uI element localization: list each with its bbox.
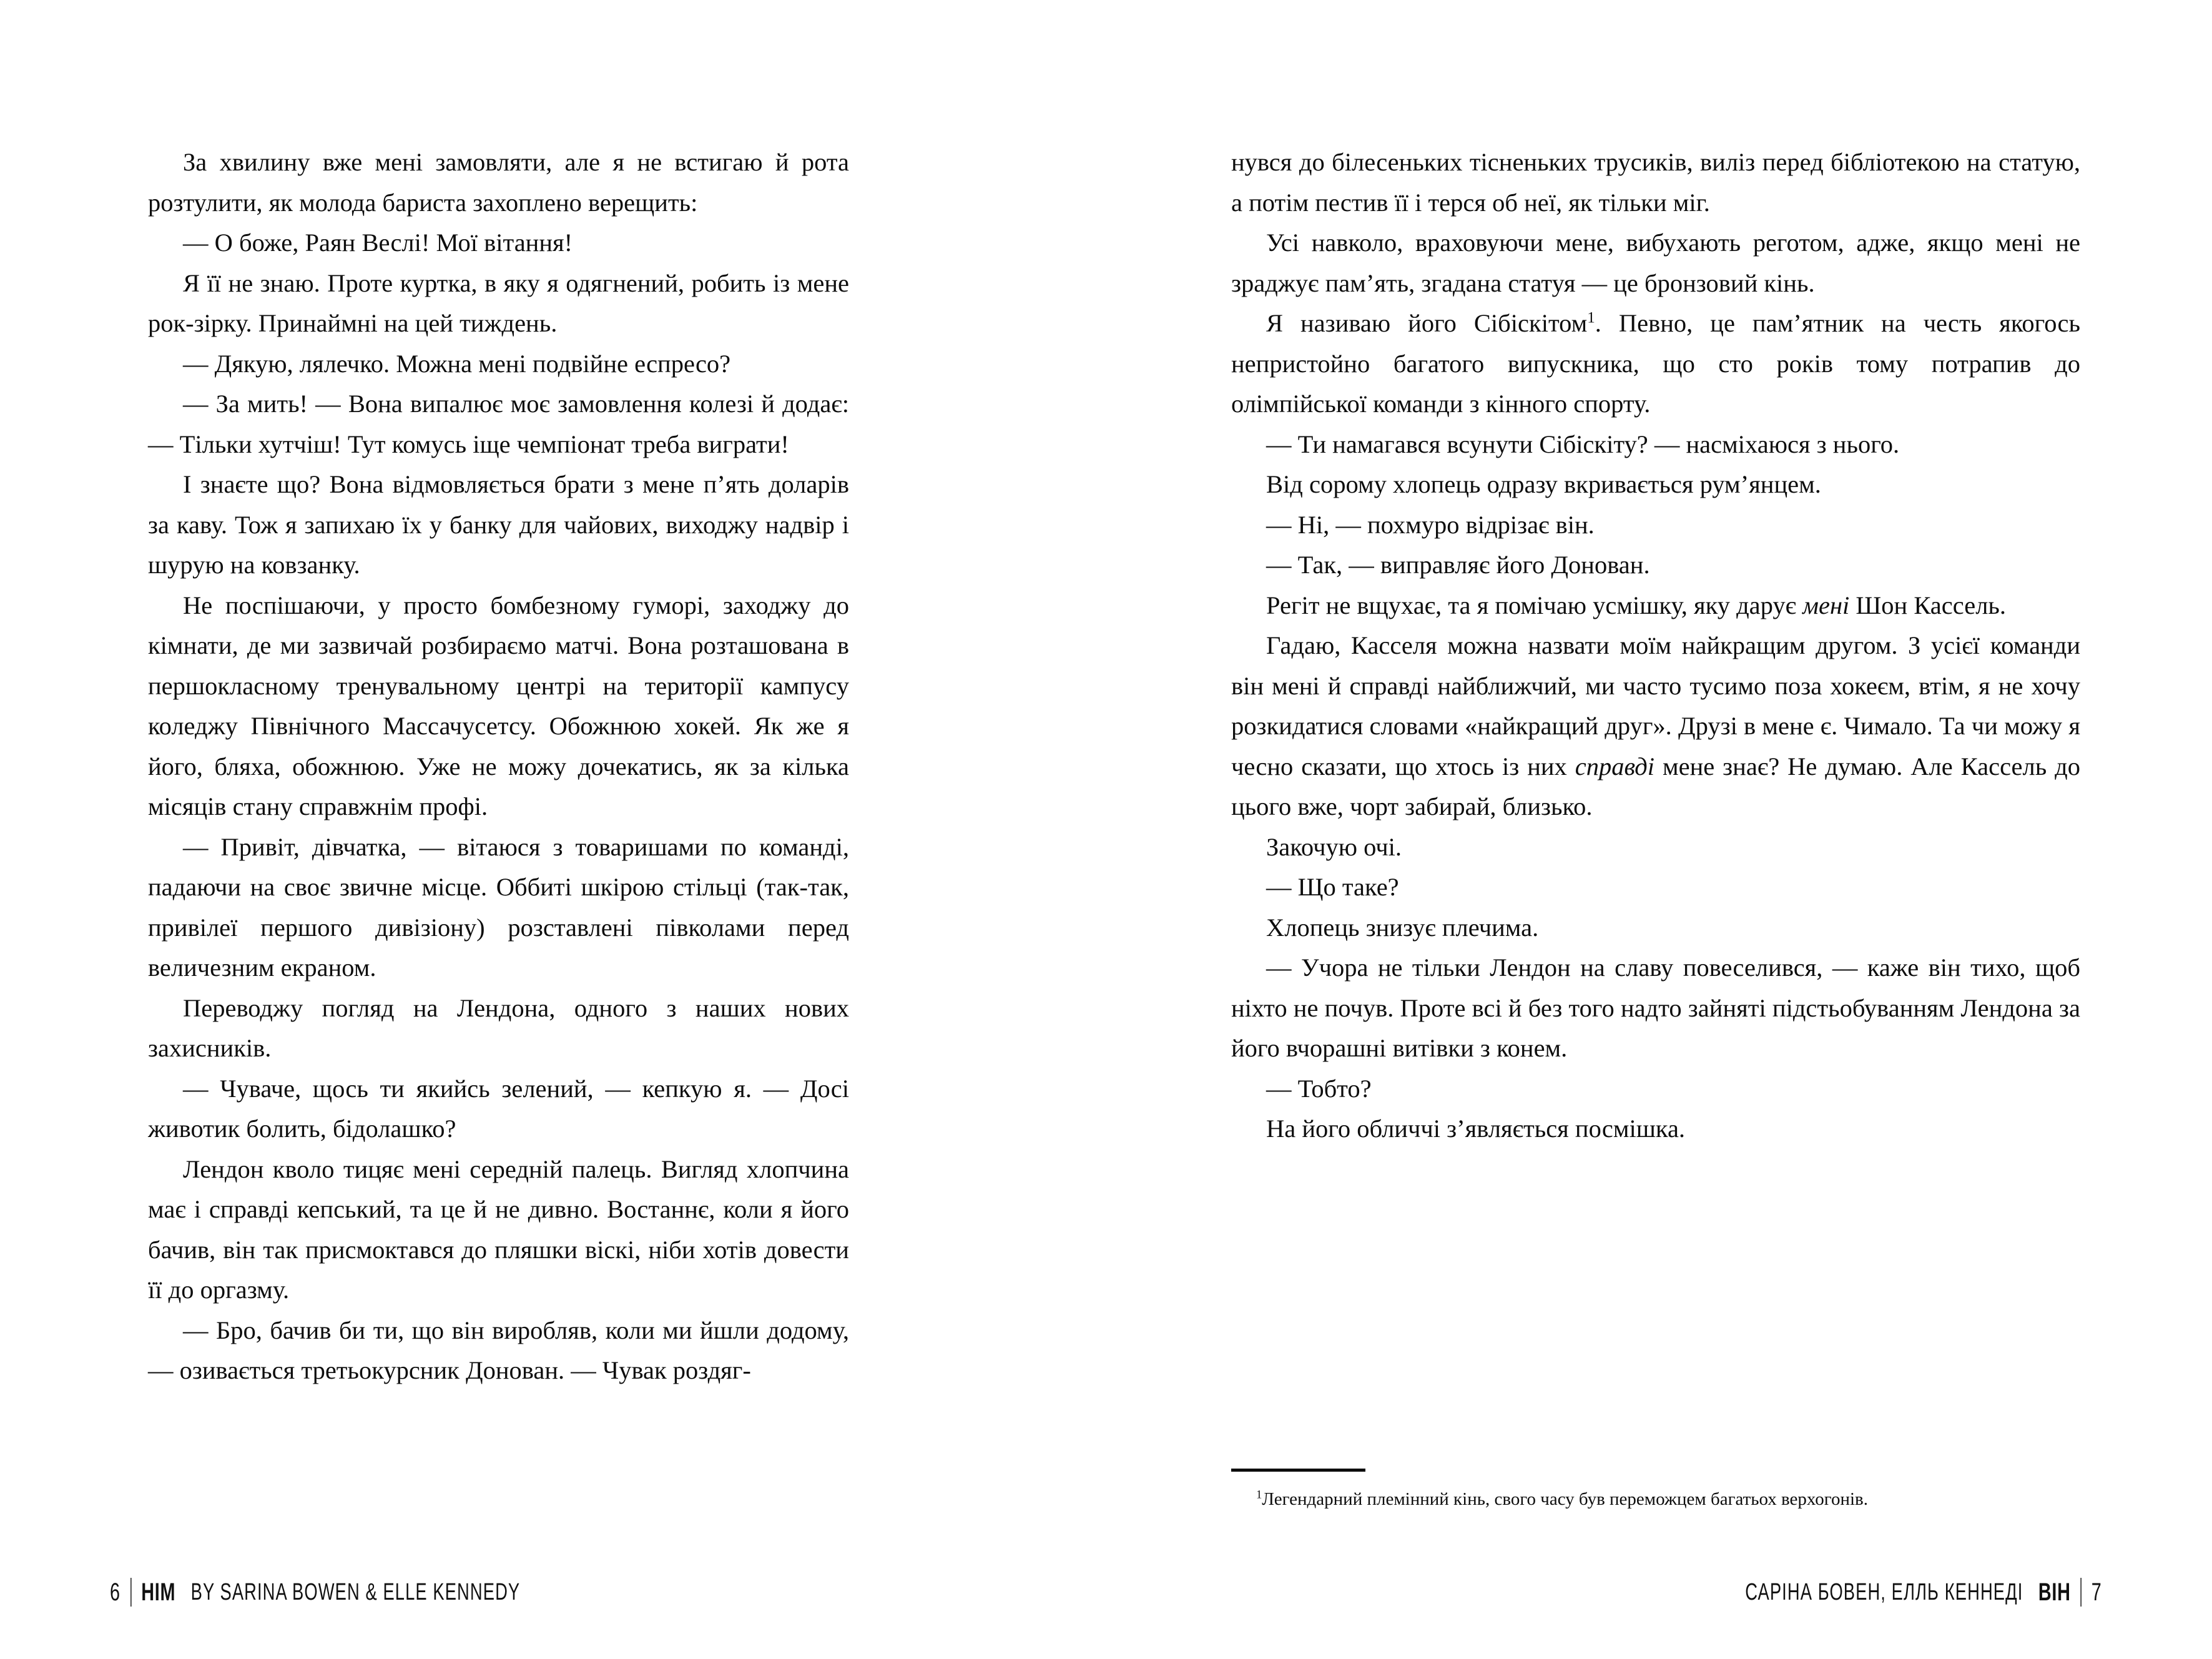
page-right bbox=[1106, 0, 2212, 1659]
footer-divider bbox=[2081, 1578, 2082, 1607]
paragraph: Усі навколо, враховуючи мене, вибухають реготом, адже, якщо мені не зраджує пам’ять, згадана статуя — це бронзовий кінь. bbox=[1231, 229, 2080, 297]
right-column-text bbox=[1231, 142, 2080, 1149]
paragraph-dialogue: — Учора не тільки Лендон на славу повеселився, — каже він тихо, щоб ніхто не почув. Проте всі й без того надто зайняті підстьобуванням Лендона за його вчорашні витівки з конем. bbox=[1231, 953, 2080, 1062]
paragraph-with-emphasis bbox=[1231, 586, 2080, 626]
footer-divider bbox=[130, 1578, 131, 1607]
paragraph: Не поспішаючи, у просто бомбезному гуморі, заходжу до кімнати, де ми зазвичай розбираємо матчі. Вона розташована в першокласному тренувальному центрі на території кампусу коледжу Північного Массачусетсу. Обожнюю хокей. Як же я його, бляха, обожнюю. Уже не можу дочекатись, як за кілька місяців стану справжнім профі. bbox=[148, 591, 849, 820]
book-byline: BY SARINA BOWEN & ELLE KENNEDY bbox=[190, 1578, 521, 1605]
paragraph-text-part-a: Я називаю його Сібіскітом bbox=[1266, 309, 1588, 337]
paragraph-dialogue: — О боже, Раян Веслі! Мої вітання! bbox=[183, 229, 573, 257]
paragraph: За хвилину вже мені замовляти, але я не встигаю й рота розтулити, як молода бариста захоплено верещить: bbox=[148, 148, 849, 217]
paragraph: Від сорому хлопець одразу вкривається рум’янцем. bbox=[1266, 470, 1821, 498]
paragraph-with-footnote bbox=[1231, 303, 2080, 425]
paragraph-dialogue: — Ти намагався всунути Сібіскіту? — насміхаюся з нього. bbox=[1266, 430, 1900, 458]
footnote-separator-rule bbox=[1231, 1469, 1365, 1472]
footer-left bbox=[110, 1578, 520, 1607]
footnote-reference-marker: 1 bbox=[1587, 309, 1595, 327]
paragraph-text-part-b: . Певно, це пам’ятник на честь якогось непристойно багатого випускника, що сто років тому потрапив до олімпійської команди з кінного спорту. bbox=[1231, 309, 2080, 418]
page-number: 7 bbox=[2091, 1578, 2102, 1606]
paragraph-dialogue: — Тобто? bbox=[1266, 1074, 1372, 1103]
paragraph: Лендон кволо тицяє мені середній палець. Вигляд хлопчина має і справді кепський, та це й не дивно. Востаннє, коли я його бачив, він так присмоктався до пляшки віскі, ніби хотів довести її до оргазму. bbox=[148, 1154, 849, 1304]
paragraph: На його обличчі з’являється посмішка. bbox=[1266, 1115, 1686, 1143]
paragraph-text-part-a: Регіт не вщухає, та я помічаю усмішку, яку дарує bbox=[1266, 591, 1803, 619]
footnote-body: Легендарний племінний кінь, свого часу був переможцем багатьох верхогонів. bbox=[1262, 1489, 1869, 1509]
paragraph: І знаєте що? Вона відмовляється брати з мене п’ять доларів за каву. Тож я запихаю їх у банку для чайових, виходжу надвір і шурую на ковзанку. bbox=[148, 470, 849, 579]
paragraph-dialogue: — За мить! — Вона випалює моє замовлення колезі й додає: — Тільки хутчіш! Тут комусь іще чемпіонат треба виграти! bbox=[148, 390, 849, 458]
paragraph-dialogue: — Дякую, лялечко. Можна мені подвійне еспресо? bbox=[183, 349, 731, 378]
paragraph: Хлопець знизує плечима. bbox=[1266, 913, 1539, 942]
paragraph-continued: нувся до білесеньких тісненьких трусиків, виліз перед бібліотекою на статую, а потім пестив її і терся об неї, як тільки міг. bbox=[1231, 148, 2080, 217]
paragraph-dialogue: — Ні, — похмуро відрізає він. bbox=[1266, 510, 1595, 539]
book-byline: САРІНА БОВЕН, ЕЛЛЬ КЕННЕДІ bbox=[1745, 1578, 2023, 1605]
footnote-block bbox=[1231, 1469, 2080, 1514]
paragraph-text-part-b: Шон Кассель. bbox=[1849, 591, 2007, 619]
paragraph-dialogue: — Що таке? bbox=[1266, 873, 1399, 901]
footer-right bbox=[1745, 1578, 2102, 1607]
paragraph-dialogue: — Так, — виправляє його Донован. bbox=[1266, 551, 1650, 579]
paragraph-dialogue: — Бро, бачив би ти, що він виробляв, коли ми йшли додому, — озивається третьокурсник Донован. — Чувак роздяг- bbox=[148, 1316, 849, 1384]
book-title: HIM bbox=[141, 1578, 176, 1606]
footnote-number: 1 bbox=[1256, 1488, 1262, 1502]
left-column-text bbox=[148, 142, 849, 1391]
emphasized-word: мені bbox=[1802, 591, 1850, 619]
book-title: ВІН bbox=[2038, 1578, 2071, 1606]
page-number: 6 bbox=[110, 1578, 121, 1606]
paragraph: Я її не знаю. Проте куртка, в яку я одягнений, робить із мене рок-зірку. Принаймні на цей тиждень. bbox=[148, 268, 849, 337]
paragraph-text-part-b: мене знає? Не думаю. Але Кассель до цього вже, чорт забирай, близько. bbox=[1231, 752, 2080, 820]
paragraph-dialogue: — Чуваче, щось ти якийсь зелений, — кепкую я. — Досі животик болить, бідолашко? bbox=[148, 1074, 849, 1143]
paragraph: Закочую очі. bbox=[1266, 832, 1402, 861]
paragraph-dialogue: — Привіт, дівчатка, — вітаюся з товаришами по команді, падаючи на своє звичне місце. Оббиті шкірою стільці (так-так, привілеї першого дивізіону) розставлені півколами перед величезним екраном. bbox=[148, 832, 849, 982]
paragraph-text-part-a: Гадаю, Касселя можна назвати моїм найкращим другом. З усієї команди він мені й справді найближчий, ми часто тусимо поза хокеєм, втім, я не хочу розкидатися словами «найкращий друг». Друзі в мене є. Чимало. Та чи можу я чесно сказати, що хтось із них bbox=[1231, 631, 2080, 780]
footnote-entry bbox=[1231, 1484, 2080, 1514]
emphasized-word: справді bbox=[1575, 752, 1655, 780]
paragraph-with-emphasis bbox=[1231, 626, 2080, 827]
paragraph: Переводжу погляд на Лендона, одного з наших нових захисників. bbox=[148, 993, 849, 1062]
